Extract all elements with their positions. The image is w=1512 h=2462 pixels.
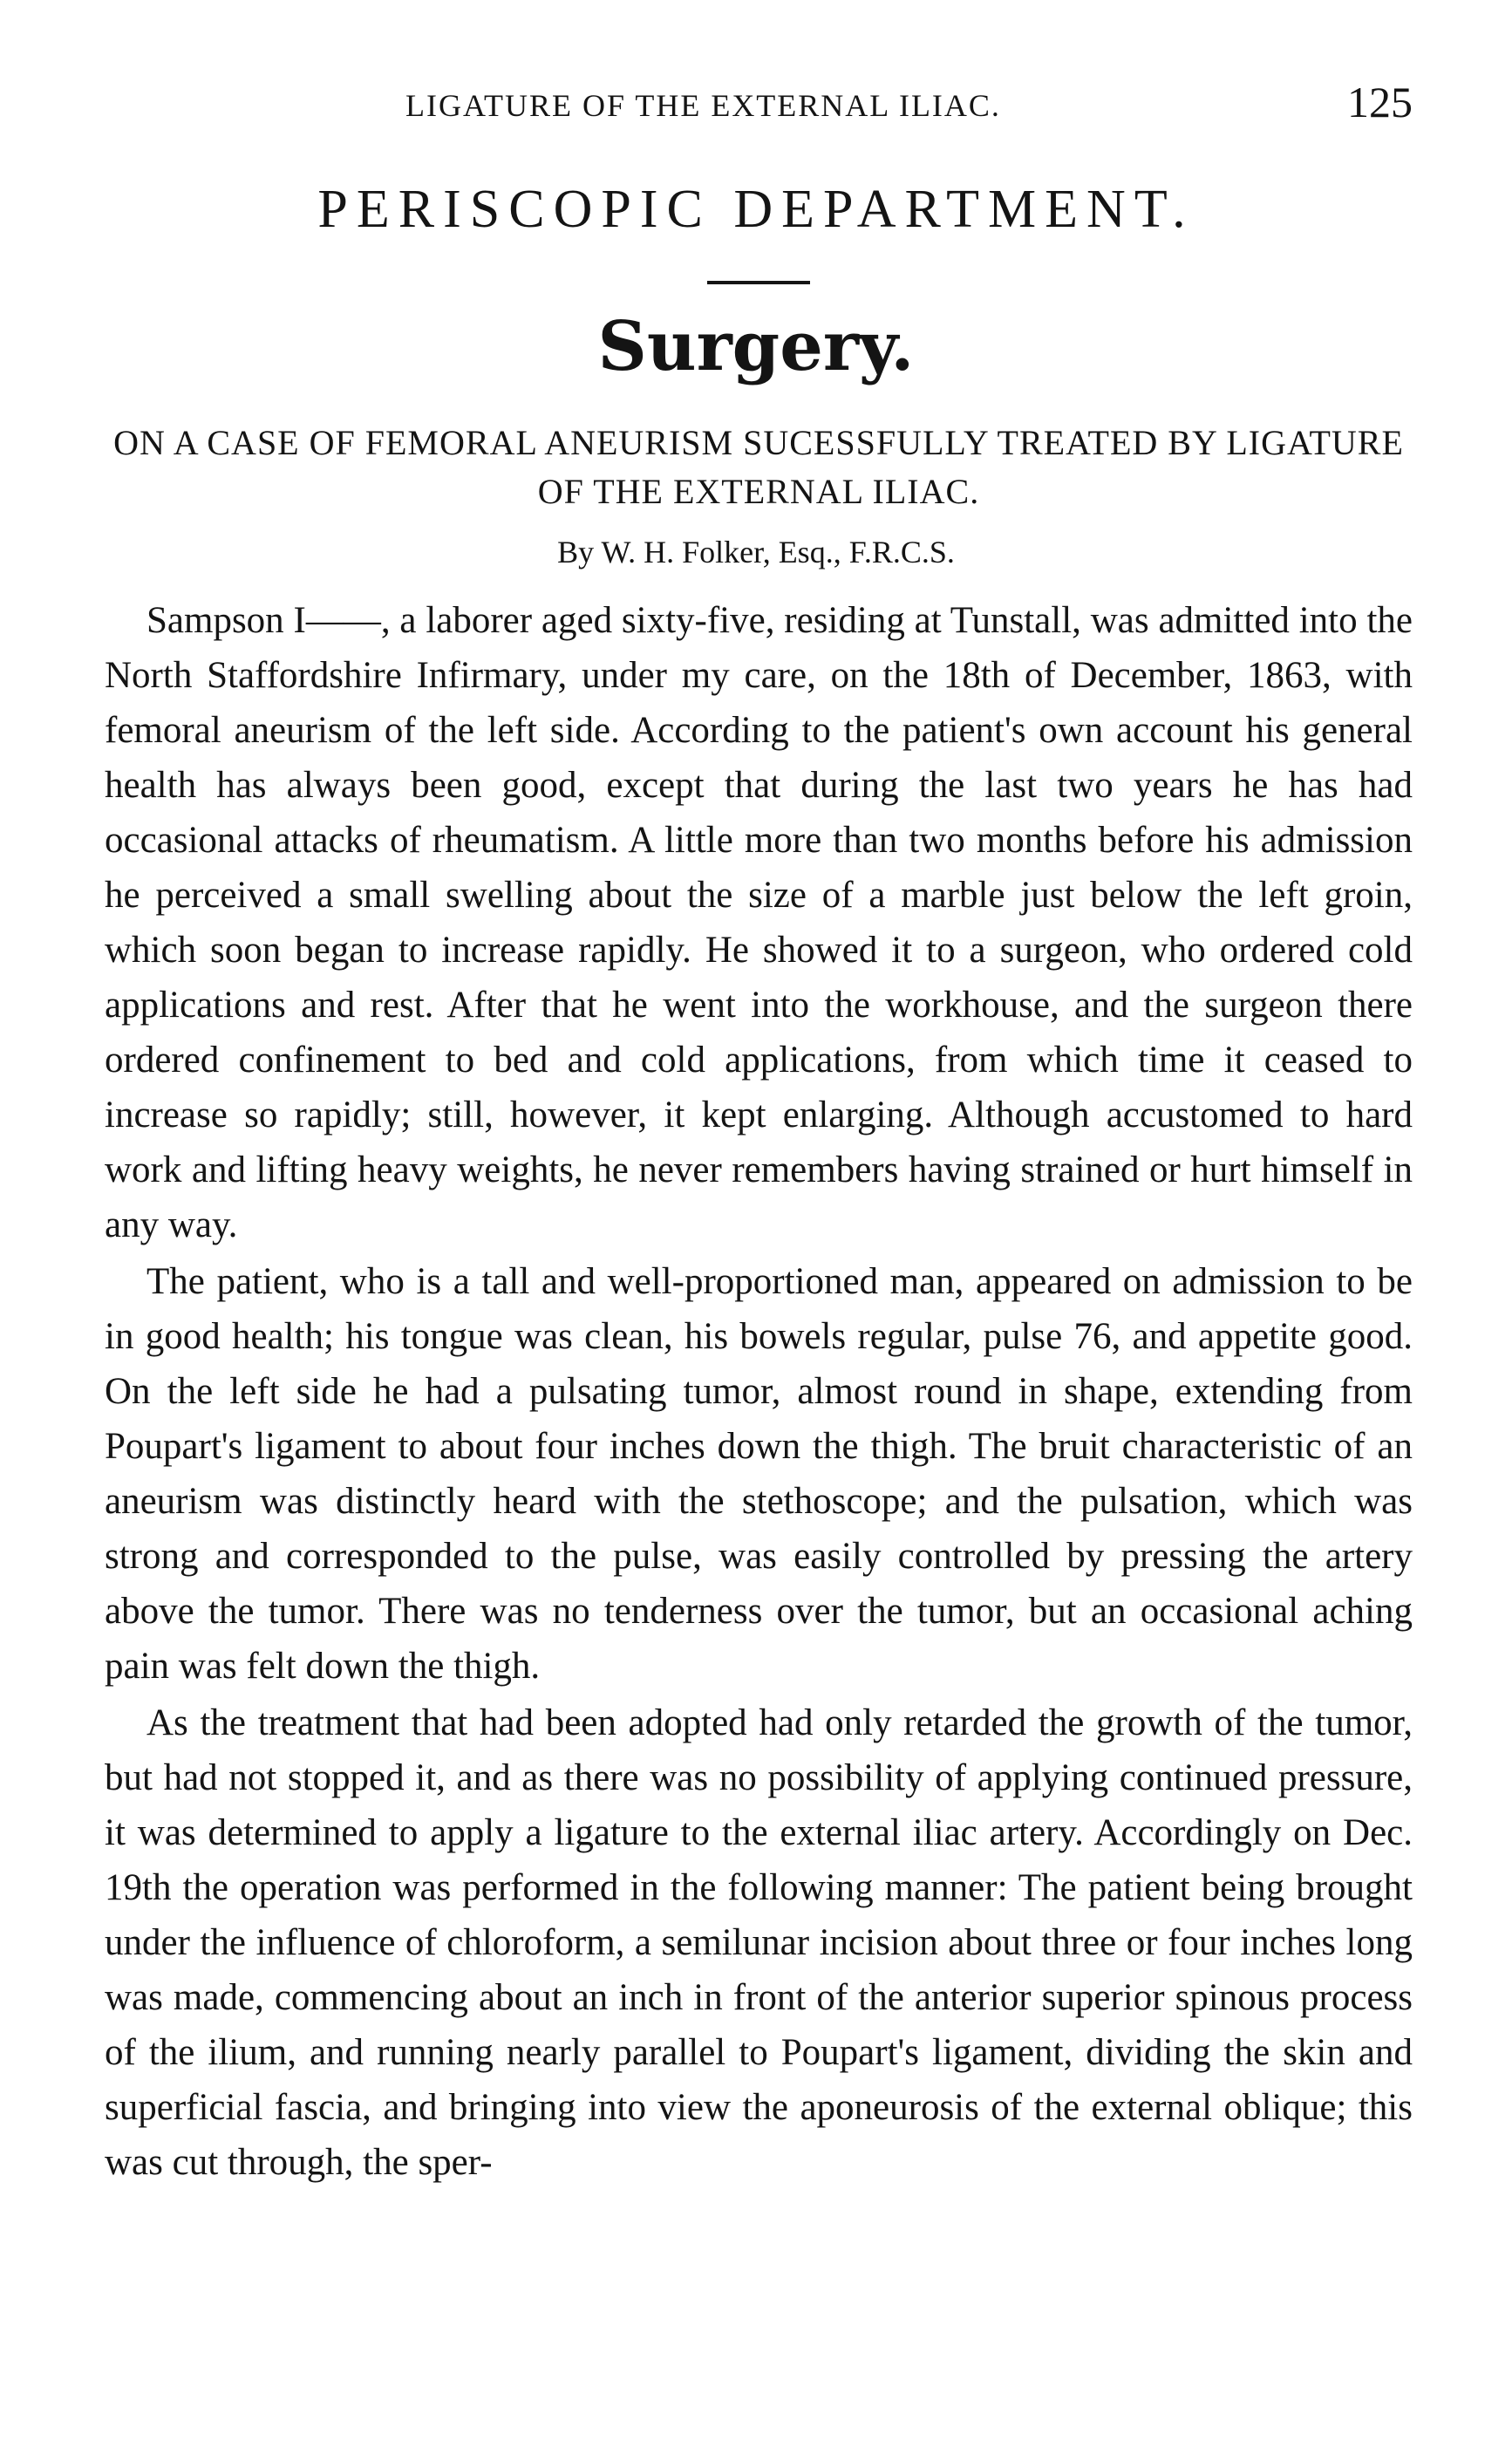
running-head bbox=[105, 80, 1413, 133]
running-title: LIGATURE OF THE EXTERNAL ILIAC. bbox=[405, 88, 1001, 123]
section-title: Surgery. bbox=[597, 307, 915, 386]
article-body bbox=[105, 593, 1413, 2192]
paragraph: As the treatment that had been adopted had only retarded the growth of the tumor, but had not stopped it, and as there was no possibility of applying continued pressure, it was determined to apply a ligature to the external iliac artery. Accordingly on Dec. 19th the operation was performed in the following manner: The patient being brought under the influence of chloroform, a semilunar incision about three or four inches long was made, commencing about an inch in front of the anterior superior spinous process of the ilium, and running nearly parallel to Poupart's ligament, dividing the skin and superficial fascia, and bringing into view the aponeurosis of the external oblique; this was cut through, the sper- bbox=[105, 1702, 1413, 2183]
paragraph: Sampson I——, a laborer aged sixty-five, residing at Tunstall, was admitted into the North Staffordshire Infirmary, under my care, on the 18th of December, 1863, with femoral aneurism of the left side. According to the patient's own account his general health has always been good, except that during the last two years he has had occasional attacks of rheumatism. A little more than two months before his admission he perceived a small swelling about the size of a marble just below the left groin, which soon began to increase rapidly. He showed it to a surgeon, who ordered cold applications and rest. After that he went into the workhouse, and the surgeon there ordered confinement to bed and cold applications, from which time it ceased to increase so rapidly; still, however, it kept enlarging. Although accustomed to hard work and lifting heavy weights, he never remembers having strained or hurt himself in any way. bbox=[105, 600, 1413, 1245]
byline: By W. H. Folker, Esq., F.R.C.S. bbox=[557, 535, 955, 569]
title-rule bbox=[707, 281, 810, 284]
department-title: PERISCOPIC DEPARTMENT. bbox=[317, 180, 1195, 239]
page-number: 125 bbox=[1347, 78, 1413, 126]
article-title: ON A CASE OF FEMORAL ANEURISM SUCESSFULLY TREATED BY LIGATURE OF THE EXTERNAL ILIAC. bbox=[113, 423, 1404, 511]
paragraph: The patient, who is a tall and well-proportioned man, appeared on admission to be in good health; his tongue was clean, his bowels regular, pulse 76, and appetite good. On the left side he had a pulsating tumor, almost round in shape, extending from Poupart's ligament to about four inches down the thigh. The bruit characteristic of an aneurism was distinctly heard with the stethoscope; and the pulsation, which was strong and corresponded to the pulse, was easily controlled by pressing the artery above the tumor. There was no tenderness over the tumor, but an occasional aching pain was felt down the thigh. bbox=[105, 1261, 1413, 1687]
